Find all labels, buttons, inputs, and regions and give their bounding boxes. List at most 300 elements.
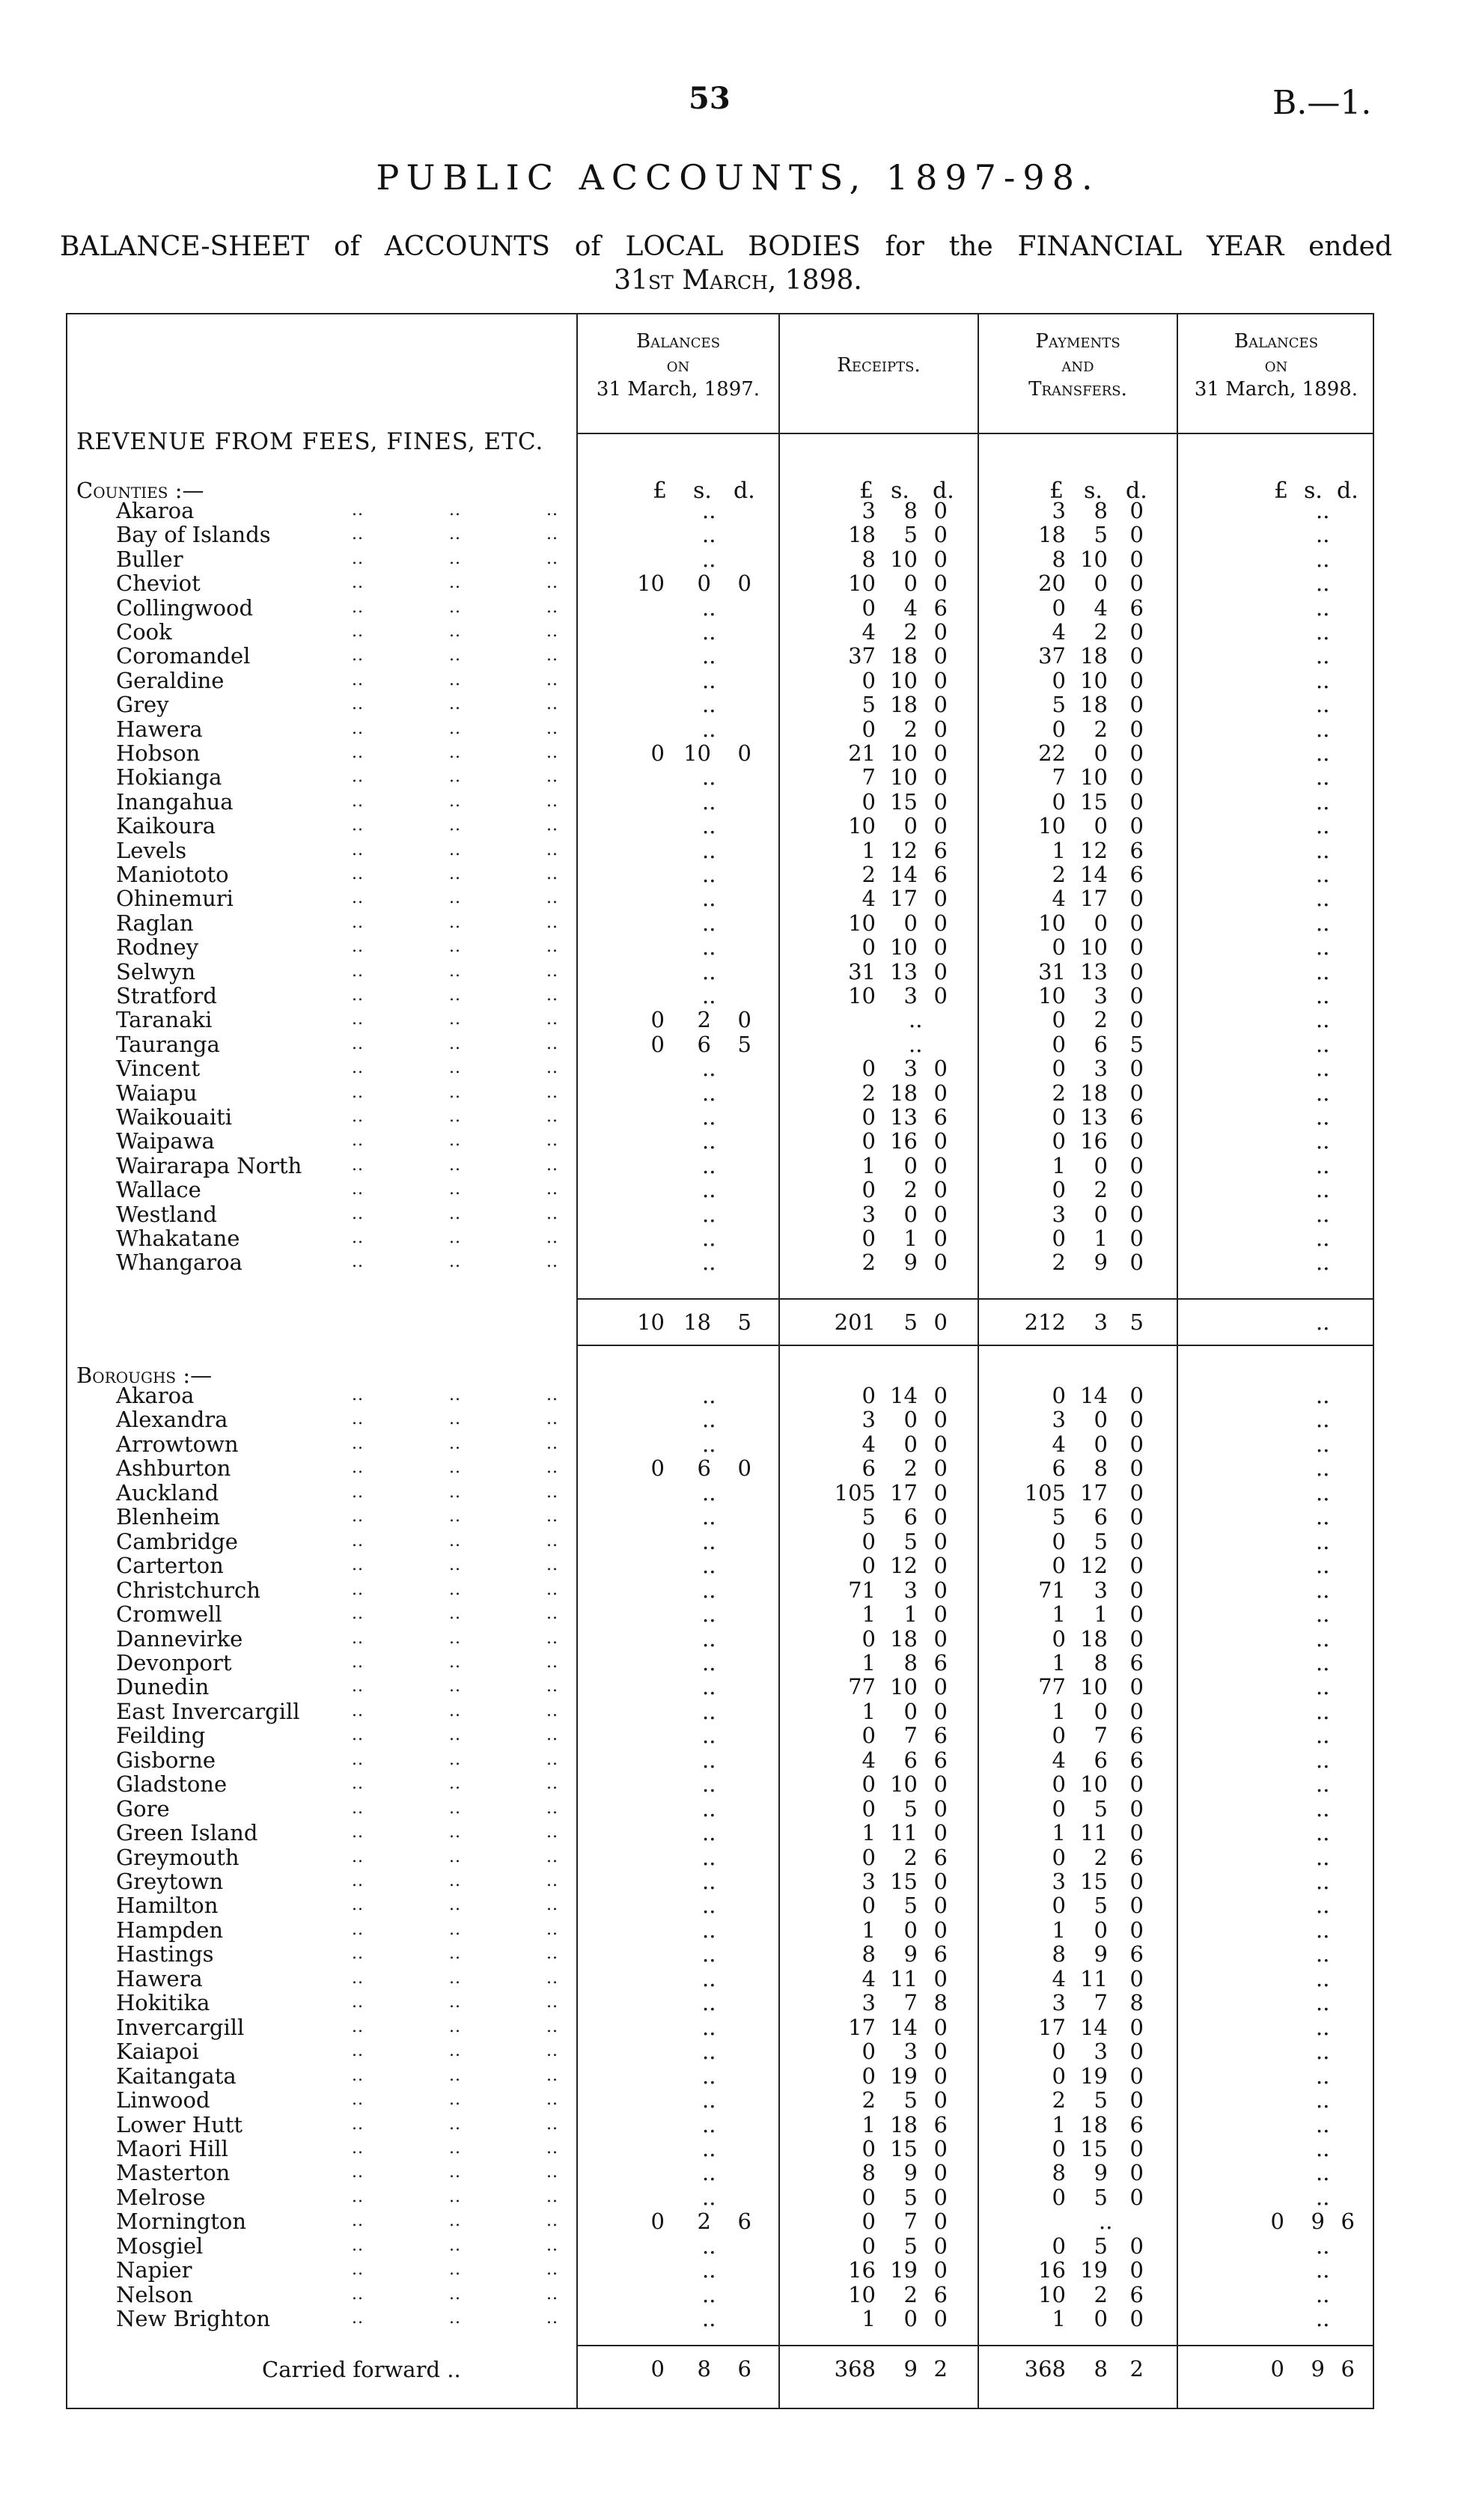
pay-pence: 0 — [1129, 1226, 1144, 1251]
b97-pence: 5 — [737, 1309, 751, 1335]
b98-value: .. — [1316, 1820, 1330, 1846]
b97-value: .. — [702, 2160, 716, 2186]
leader-dot: .. — [352, 1458, 364, 1478]
pay-pence: 6 — [1129, 2281, 1144, 2307]
leader-dot: .. — [449, 2114, 461, 2134]
row-label: Hobson — [116, 740, 201, 766]
pay-shillings: 14 — [1080, 2014, 1108, 2040]
pay-pence: 0 — [1129, 1455, 1144, 1482]
rec-pence: 0 — [933, 1407, 948, 1433]
rec-pounds: 21 — [848, 740, 876, 766]
pay-pounds: 0 — [1052, 2039, 1066, 2065]
pay-pounds: 3 — [1052, 1201, 1066, 1227]
pay-pounds: 8 — [1052, 546, 1066, 572]
b98-value: .. — [1316, 1201, 1330, 1227]
rec-pounds: 201 — [834, 1309, 876, 1335]
b98-value: .. — [1316, 2014, 1330, 2040]
b97-value: .. — [702, 1152, 716, 1178]
b98-value: .. — [1316, 1893, 1330, 1919]
leader-dot: .. — [352, 1726, 364, 1745]
leader-dot: .. — [352, 840, 364, 859]
leader-dot: .. — [449, 913, 461, 932]
rec-pence: 0 — [933, 1771, 948, 1798]
row-label: Green Island — [116, 1820, 258, 1846]
leader-dot: .. — [546, 1872, 558, 1890]
leader-dot: .. — [352, 1507, 364, 1527]
b98-value: .. — [1316, 1007, 1330, 1033]
b97-value: .. — [702, 667, 716, 693]
leader-dot: .. — [546, 1229, 558, 1247]
pay-shillings: 18 — [1080, 643, 1108, 669]
table-row — [0, 1432, 1476, 1457]
rec-pence: 0 — [933, 1893, 948, 1919]
pay-pounds: 0 — [1052, 1893, 1066, 1919]
leader-dot: .. — [352, 1204, 364, 1223]
b98-value: .. — [1316, 958, 1330, 984]
pay-pence: 0 — [1129, 1080, 1144, 1106]
pay-shillings: 14 — [1080, 1383, 1108, 1408]
rec-pounds: 2 — [861, 2087, 876, 2113]
b97-value: .. — [702, 1104, 716, 1130]
leader-dot: .. — [449, 2138, 461, 2158]
leader-dot: .. — [546, 2114, 558, 2134]
pay-shillings: 2 — [1094, 1844, 1108, 1870]
pay-shillings: 13 — [1080, 1104, 1108, 1130]
pay-pence: 0 — [1129, 886, 1144, 912]
b97-value: .. — [702, 643, 716, 669]
pay-pounds: 0 — [1052, 788, 1066, 815]
rec-pounds: 4 — [861, 1747, 876, 1773]
rec-pounds: 0 — [861, 1844, 876, 1870]
rec-pence: 0 — [933, 1201, 948, 1227]
leader-dot: .. — [352, 622, 364, 641]
b98-value: .. — [1316, 1723, 1330, 1749]
rec-pounds: 3 — [861, 1869, 876, 1894]
rec-pence: 0 — [933, 1965, 948, 1991]
b98-value: .. — [1316, 2257, 1330, 2283]
b97-value: .. — [702, 910, 716, 936]
pay-shillings: 2 — [1094, 716, 1108, 742]
pay-shillings: 17 — [1080, 886, 1108, 912]
pay-pounds: 37 — [1038, 643, 1066, 669]
pay-shillings: 5 — [1094, 2087, 1108, 2113]
table-row — [0, 644, 1476, 669]
pay-shillings: 0 — [1094, 1698, 1108, 1724]
leader-dot: .. — [352, 1652, 364, 1672]
pay-shillings: 6 — [1094, 1747, 1108, 1773]
table-row — [0, 1129, 1476, 1154]
pay-pounds: 16 — [1038, 2257, 1066, 2283]
rec-pounds: 10 — [848, 2281, 876, 2307]
leader-dot: .. — [352, 1107, 364, 1126]
b98-value: .. — [1316, 1528, 1330, 1554]
boroughs-heading: Boroughs :— — [76, 1363, 213, 1388]
leader-dot: .. — [449, 1726, 461, 1745]
leader-dot: .. — [546, 1580, 558, 1599]
leader-dot: .. — [449, 2163, 461, 2182]
rec-pence: 0 — [933, 813, 948, 839]
rec-pence: 0 — [933, 1553, 948, 1579]
leader-dot: .. — [546, 1701, 558, 1720]
rec-pence: 0 — [933, 619, 948, 645]
table-row — [0, 790, 1476, 815]
b97-value: .. — [702, 1479, 716, 1506]
leader-dot: .. — [352, 573, 364, 593]
b97-value: .. — [702, 1698, 716, 1724]
pay-shillings: 5 — [1094, 2233, 1108, 2259]
pay-shillings: 16 — [1080, 1128, 1108, 1154]
row-label: Waikouaiti — [116, 1104, 233, 1130]
leader-dot: .. — [352, 2042, 364, 2061]
row-label: Waipawa — [116, 1128, 215, 1154]
rec-pounds: 8 — [861, 546, 876, 572]
pay-pence: 0 — [1129, 522, 1144, 548]
rec-shillings: 5 — [903, 2087, 918, 2113]
rec-pounds: 4 — [861, 1965, 876, 1991]
pay-shillings: 0 — [1094, 1431, 1108, 1457]
pay-pounds: 7 — [1052, 764, 1066, 791]
b97-value: .. — [702, 1504, 716, 1530]
rec-pounds: 105 — [834, 1479, 876, 1506]
b98-value: .. — [1316, 1990, 1330, 2016]
pay-pence: 0 — [1129, 740, 1144, 766]
rec-pence: 0 — [933, 1625, 948, 1652]
rec-shillings: 7 — [903, 1723, 918, 1749]
leader-dot: .. — [449, 1034, 461, 1053]
leader-dot: .. — [352, 2309, 364, 2328]
rec-pounds: 0 — [861, 1226, 876, 1251]
b97-pounds: 0 — [650, 1455, 665, 1482]
row-label: Greytown — [116, 1869, 224, 1894]
carried-forward-rule — [576, 2345, 1374, 2346]
leader-dot: .. — [352, 549, 364, 568]
leader-dot: .. — [546, 2212, 558, 2231]
pay-pounds: 10 — [1038, 813, 1066, 839]
leader-dot: .. — [449, 889, 461, 908]
pay-pence: 0 — [1129, 1869, 1144, 1894]
pay-pounds: 31 — [1038, 958, 1066, 984]
table-row — [0, 1081, 1476, 1106]
rec-pence: 0 — [933, 1504, 948, 1530]
rec-shillings: 9 — [903, 1941, 918, 1967]
b97-pounds: 0 — [650, 2356, 665, 2381]
b97-value: .. — [702, 1649, 716, 1676]
rec-pence: 0 — [933, 570, 948, 597]
leader-dot: .. — [449, 2066, 461, 2085]
b98-value: .. — [1316, 1479, 1330, 1506]
b98-value: .. — [1316, 1869, 1330, 1894]
leader-dot: .. — [546, 1774, 558, 1794]
leader-dot: .. — [352, 1896, 364, 1915]
pay-shillings: 14 — [1080, 862, 1108, 887]
b97-pence: 0 — [737, 1455, 751, 1482]
pay-shillings: 2 — [1094, 2281, 1108, 2307]
document-code: B.—1. — [1272, 84, 1372, 122]
pay-pounds: 3 — [1052, 498, 1066, 523]
table-row — [0, 669, 1476, 693]
b98-value: .. — [1316, 1177, 1330, 1203]
pay-pounds: 0 — [1052, 1771, 1066, 1798]
table-row — [0, 1154, 1476, 1178]
pay-pence: 0 — [1129, 1698, 1144, 1724]
row-label: Napier — [116, 2257, 192, 2283]
row-label: Maori Hill — [116, 2135, 228, 2161]
leader-dot: .. — [352, 791, 364, 811]
rec-shillings: 5 — [903, 2233, 918, 2259]
row-label: Lower Hutt — [116, 2111, 243, 2137]
rec-shillings: 5 — [903, 1528, 918, 1554]
rec-shillings: 5 — [903, 522, 918, 548]
pay-shillings: 2 — [1094, 619, 1108, 645]
b98-shillings: 9 — [1311, 2356, 1325, 2381]
b97-value: .. — [702, 1553, 716, 1579]
table-row — [0, 1202, 1476, 1227]
pay-pence: 0 — [1129, 1771, 1144, 1798]
leader-dot: .. — [449, 1628, 461, 1648]
pay-pence: 0 — [1129, 2014, 1144, 2040]
table-row — [0, 1226, 1476, 1251]
pay-pence: 0 — [1129, 2135, 1144, 2161]
leader-dot: .. — [449, 1920, 461, 1939]
pay-pence: 0 — [1129, 1528, 1144, 1554]
pay-shillings: 0 — [1094, 570, 1108, 597]
leader-dot: .. — [352, 1580, 364, 1599]
b97-shillings: 2 — [697, 2209, 711, 2235]
row-label: Kaiapoi — [116, 2039, 199, 2065]
leader-dot: .. — [449, 1131, 461, 1151]
b98-shillings: 9 — [1311, 2209, 1325, 2235]
rec-shillings: 0 — [903, 813, 918, 839]
rec-pence: 0 — [933, 788, 948, 815]
pay-pounds: 3 — [1052, 1869, 1066, 1894]
leader-dot: .. — [352, 1155, 364, 1175]
rec-pence: 0 — [933, 2209, 948, 2235]
table-row — [0, 693, 1476, 717]
rec-shillings: 14 — [890, 1383, 918, 1408]
pay-shillings: 15 — [1080, 2135, 1108, 2161]
rec-pounds: 1 — [861, 2306, 876, 2332]
leader-dot: .. — [546, 1059, 558, 1078]
pay-pence: 6 — [1129, 594, 1144, 621]
row-label: Melrose — [116, 2184, 206, 2210]
leader-dot: .. — [546, 1253, 558, 1272]
row-label: Gladstone — [116, 1771, 228, 1798]
b98-value: .. — [1316, 2233, 1330, 2259]
leader-dot: .. — [352, 1993, 364, 2012]
pay-shillings: 0 — [1094, 1152, 1108, 1178]
rec-pence: 0 — [933, 934, 948, 961]
leader-dot: .. — [352, 597, 364, 617]
pay-pounds: 0 — [1052, 1625, 1066, 1652]
rec-shillings: 18 — [890, 2111, 918, 2137]
table-row — [0, 2307, 1476, 2331]
leader-dot: .. — [449, 986, 461, 1005]
b97-value: .. — [702, 862, 716, 887]
leader-dot: .. — [352, 767, 364, 787]
pay-pence: 0 — [1129, 2184, 1144, 2210]
row-label: Raglan — [116, 910, 194, 936]
b98-value: .. — [1316, 2063, 1330, 2089]
leader-dot: .. — [352, 1823, 364, 1842]
pay-pence: 6 — [1129, 1104, 1144, 1130]
pay-pounds: 0 — [1052, 1104, 1066, 1130]
leader-dot: .. — [449, 1993, 461, 2012]
leader-dot: .. — [352, 1798, 364, 1818]
leader-dot: .. — [546, 1034, 558, 1053]
pay-pounds: 0 — [1052, 1177, 1066, 1203]
pay-shillings: 18 — [1080, 692, 1108, 718]
pay-pounds: 4 — [1052, 886, 1066, 912]
leader-dot: .. — [352, 816, 364, 836]
rec-pounds: 71 — [848, 1577, 876, 1603]
rec-pounds: 0 — [861, 1553, 876, 1579]
b97-value: .. — [702, 837, 716, 863]
rec-pence: 0 — [933, 1698, 948, 1724]
rec-pence: 6 — [933, 837, 948, 863]
rec-pounds: 0 — [861, 1723, 876, 1749]
pay-pounds: 5 — [1052, 692, 1066, 718]
rec-shillings: 0 — [903, 1407, 918, 1433]
b98-value: .. — [1316, 1747, 1330, 1773]
b97-value: .. — [702, 1080, 716, 1106]
pay-pounds: 8 — [1052, 2160, 1066, 2186]
rec-shillings: 15 — [890, 788, 918, 815]
pay-pence: 0 — [1129, 716, 1144, 742]
pay-pounds: 1 — [1052, 2306, 1066, 2332]
rec-shillings: 3 — [903, 2039, 918, 2065]
rec-pounds: 0 — [861, 594, 876, 621]
table-row — [0, 1178, 1476, 1202]
leader-dot: .. — [546, 2284, 558, 2304]
pay-pence: 0 — [1129, 1407, 1144, 1433]
pay-pounds: 3 — [1052, 1407, 1066, 1433]
row-label: Collingwood — [116, 594, 254, 621]
table-row — [0, 571, 1476, 596]
leader-dot: .. — [352, 2090, 364, 2110]
rec-shillings: 17 — [890, 1479, 918, 1506]
b97-value: .. — [702, 2135, 716, 2161]
row-label: Coromandel — [116, 643, 251, 669]
b98-value: .. — [1316, 692, 1330, 718]
leader-dot: .. — [449, 1204, 461, 1223]
b98-value: .. — [1316, 1553, 1330, 1579]
rec-pence: 6 — [933, 594, 948, 621]
rec-shillings: 3 — [903, 1056, 918, 1082]
leader-dot: .. — [449, 719, 461, 738]
leader-dot: .. — [352, 1253, 364, 1272]
pay-pence: 0 — [1129, 570, 1144, 597]
pay-pence: 0 — [1129, 1007, 1144, 1033]
rec-pounds: 18 — [848, 522, 876, 548]
leader-dot: .. — [352, 1083, 364, 1102]
rec-pence: 0 — [933, 2135, 948, 2161]
row-label: Ashburton — [116, 1455, 231, 1482]
table-row — [0, 2064, 1476, 2089]
leader-dot: .. — [449, 622, 461, 641]
leader-dot: .. — [546, 865, 558, 883]
leader-dot: .. — [546, 986, 558, 1005]
pay-pounds: 18 — [1038, 522, 1066, 548]
b97-value: .. — [702, 1128, 716, 1154]
leader-dot: .. — [449, 1677, 461, 1696]
leader-dot: .. — [449, 1229, 461, 1247]
rec-pence: 0 — [933, 2306, 948, 2332]
pay-pounds: 2 — [1052, 1250, 1066, 1276]
table-row — [0, 1893, 1476, 1918]
leader-dot: .. — [546, 1726, 558, 1745]
pay-shillings: 0 — [1094, 1407, 1108, 1433]
pay-shillings: 8 — [1094, 2356, 1108, 2381]
leader-dot: .. — [449, 1872, 461, 1890]
total-row — [0, 1310, 1476, 1335]
table-row — [0, 620, 1476, 645]
leader-dot: .. — [546, 1434, 558, 1453]
pay-pence: 0 — [1129, 2306, 1144, 2332]
b98-value: .. — [1316, 2135, 1330, 2161]
pay-pence: 0 — [1129, 1625, 1144, 1652]
leader-dot: .. — [546, 1750, 558, 1769]
rec-shillings: 8 — [903, 498, 918, 523]
column-header-payments: Payments and Transfers. — [1028, 330, 1127, 401]
rec-shillings: 15 — [890, 2135, 918, 2161]
leader-dot: .. — [352, 913, 364, 932]
b97-value: .. — [702, 1941, 716, 1967]
table-row — [0, 2015, 1476, 2040]
b98-value: .. — [1316, 886, 1330, 912]
rec-pounds: 1 — [861, 1152, 876, 1178]
rec-pounds: 0 — [861, 1056, 876, 1082]
pay-pounds: 77 — [1038, 1674, 1066, 1700]
pay-value: .. — [1099, 2209, 1113, 2235]
rec-shillings: 0 — [903, 1431, 918, 1457]
pay-shillings: 19 — [1080, 2257, 1108, 2283]
row-label: Hokitika — [116, 1990, 210, 2016]
b97-value: .. — [702, 764, 716, 791]
b97-value: .. — [702, 813, 716, 839]
b97-value: .. — [702, 886, 716, 912]
b98-value: .. — [1316, 1771, 1330, 1798]
row-label: Linwood — [116, 2087, 210, 2113]
subtitle-line-2 — [0, 265, 1476, 296]
b97-shillings: 0 — [697, 570, 711, 597]
rec-pence: 0 — [933, 2039, 948, 2065]
rec-shillings: 2 — [903, 1177, 918, 1203]
leader-dot: .. — [352, 1628, 364, 1648]
rec-pounds: 1 — [861, 1601, 876, 1628]
table-row — [0, 1505, 1476, 1530]
row-label: Maniototo — [116, 862, 229, 887]
leader-dot: .. — [352, 670, 364, 690]
leader-dot: .. — [352, 889, 364, 908]
table-row — [0, 1105, 1476, 1130]
table-row — [0, 911, 1476, 936]
b98-value: .. — [1316, 910, 1330, 936]
rec-pence: 0 — [933, 2257, 948, 2283]
table-row — [0, 1675, 1476, 1699]
pay-shillings: 18 — [1080, 1080, 1108, 1106]
b97-value: .. — [702, 2257, 716, 2283]
b98-value: .. — [1316, 2306, 1330, 2332]
leader-dot: .. — [546, 1531, 558, 1550]
pay-shillings: 5 — [1094, 1528, 1108, 1554]
leader-dot: .. — [449, 1410, 461, 1429]
leader-dot: .. — [449, 2090, 461, 2110]
rec-pounds: 0 — [861, 1625, 876, 1652]
pay-shillings: 0 — [1094, 910, 1108, 936]
rec-pounds: 2 — [861, 862, 876, 887]
table-row — [0, 2161, 1476, 2185]
table-row — [0, 1627, 1476, 1652]
